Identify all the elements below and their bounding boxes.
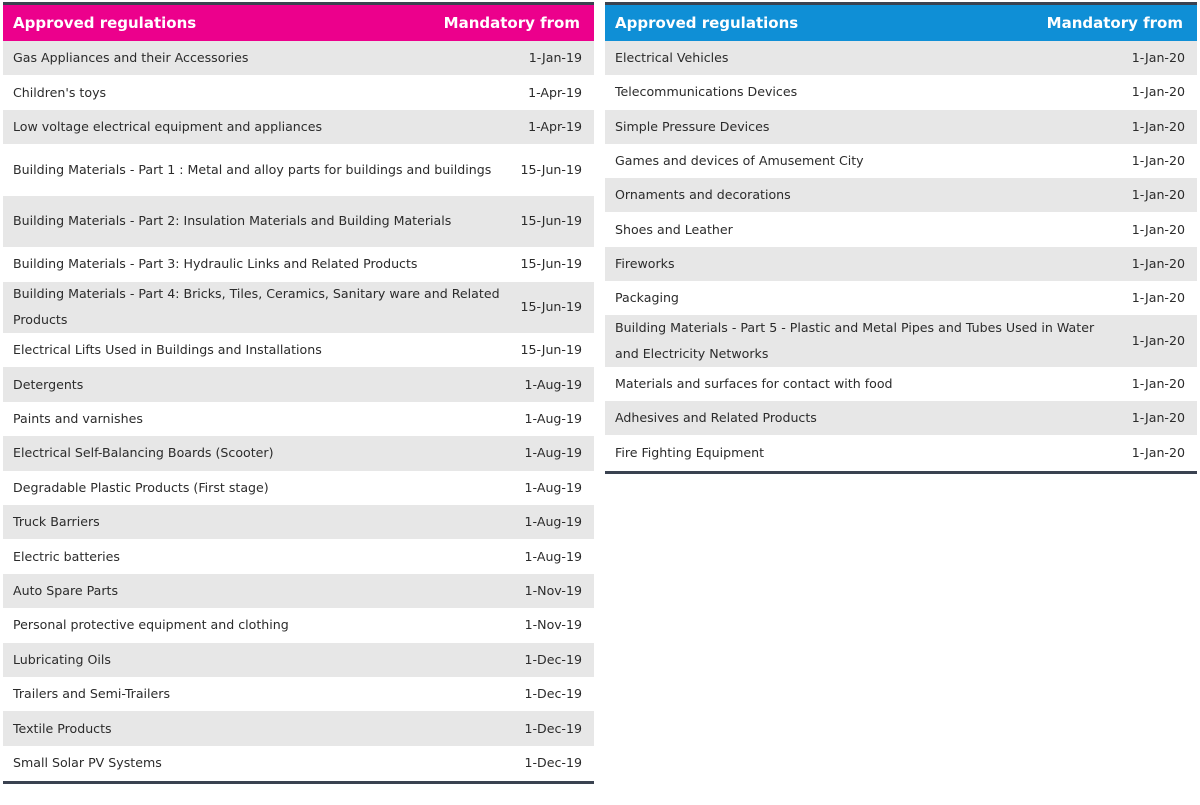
table-row xyxy=(3,41,594,75)
table-row xyxy=(3,505,594,539)
mandatory-date: 1-Jan-20 xyxy=(1131,153,1185,169)
mandatory-date: 1-Aug-19 xyxy=(524,376,582,392)
mandatory-date: 1-Jan-20 xyxy=(1131,445,1185,461)
table-row xyxy=(605,367,1197,401)
mandatory-date: 1-Jan-20 xyxy=(1131,84,1185,100)
regulation-name: Electrical Lifts Used in Buildings and Installations xyxy=(13,342,322,358)
mandatory-date: 1-Aug-19 xyxy=(524,411,582,427)
mandatory-date: 15-Jun-19 xyxy=(520,299,582,315)
table-header xyxy=(3,5,594,41)
table-row xyxy=(3,574,594,608)
table-row xyxy=(605,41,1197,75)
regulation-name: Packaging xyxy=(615,290,679,306)
regulation-name: Fireworks xyxy=(615,255,675,271)
table-row xyxy=(605,401,1197,435)
table-row xyxy=(605,435,1197,471)
table-row xyxy=(3,608,594,642)
table-row xyxy=(3,75,594,109)
mandatory-date: 1-Jan-20 xyxy=(1131,255,1185,271)
regulation-name: Simple Pressure Devices xyxy=(615,118,770,134)
regulation-name: Building Materials - Part 5 - Plastic and Metal Pipes and Tubes Used in Water and Electricity Networks xyxy=(615,320,1095,362)
table-row xyxy=(3,367,594,401)
regulation-name: Materials and surfaces for contact with food xyxy=(615,376,893,392)
regulation-name: Games and devices of Amusement City xyxy=(615,153,864,169)
mandatory-date: 1-Jan-20 xyxy=(1131,410,1185,426)
table-row xyxy=(3,711,594,745)
mandatory-date: 1-Aug-19 xyxy=(524,445,582,461)
table-row xyxy=(605,212,1197,246)
table-row xyxy=(3,110,594,144)
mandatory-date: 1-Aug-19 xyxy=(524,548,582,564)
mandatory-date: 1-Dec-19 xyxy=(524,720,582,736)
regulation-name: Textile Products xyxy=(13,720,112,736)
regulation-name: Electric batteries xyxy=(13,548,120,564)
table-header xyxy=(605,5,1197,41)
table-row xyxy=(605,75,1197,109)
mandatory-date: 1-Jan-20 xyxy=(1131,333,1185,349)
regulation-name: Personal protective equipment and clothing xyxy=(13,617,289,633)
mandatory-date: 1-Jan-20 xyxy=(1131,187,1185,203)
regulation-name: Trailers and Semi-Trailers xyxy=(13,686,171,702)
table-row xyxy=(3,402,594,436)
table-row xyxy=(3,471,594,505)
regulation-name: Electrical Vehicles xyxy=(615,50,729,66)
regulation-name: Auto Spare Parts xyxy=(13,582,119,598)
mandatory-date: 1-Aug-19 xyxy=(524,514,582,530)
header-title: Approved regulations xyxy=(13,14,197,32)
regulation-name: Telecommunications Devices xyxy=(615,84,798,100)
mandatory-date: 15-Jun-19 xyxy=(520,213,582,229)
mandatory-date: 1-Jan-20 xyxy=(1131,376,1185,392)
regulation-name: Low voltage electrical equipment and appliances xyxy=(13,118,323,134)
regulation-name: Paints and varnishes xyxy=(13,411,143,427)
regulation-name: Building Materials - Part 4: Bricks, Tiles, Ceramics, Sanitary ware and Related Products xyxy=(13,286,500,328)
table-row xyxy=(3,196,594,248)
regulation-name: Degradable Plastic Products (First stage) xyxy=(13,479,269,495)
mandatory-date: 1-Apr-19 xyxy=(528,118,582,134)
mandatory-date: 1-Jan-20 xyxy=(1131,118,1185,134)
regulation-name: Adhesives and Related Products xyxy=(615,410,817,426)
table-row xyxy=(605,178,1197,212)
mandatory-date: 1-Dec-19 xyxy=(524,651,582,667)
table-row xyxy=(3,746,594,781)
header-date: Mandatory from xyxy=(1046,14,1183,32)
mandatory-date: 15-Jun-19 xyxy=(520,256,582,272)
mandatory-date: 1-Nov-19 xyxy=(524,617,582,633)
regulation-name: Fire Fighting Equipment xyxy=(615,445,765,461)
table-body xyxy=(3,41,594,781)
mandatory-date: 1-Aug-19 xyxy=(524,479,582,495)
table-row xyxy=(605,144,1197,178)
header-date: Mandatory from xyxy=(443,14,580,32)
regulations-table-2020 xyxy=(605,2,1197,474)
mandatory-date: 1-Nov-19 xyxy=(524,582,582,598)
table-row xyxy=(605,281,1197,315)
regulation-name: Building Materials - Part 3: Hydraulic Links and Related Products xyxy=(13,256,418,272)
header-title: Approved regulations xyxy=(615,14,799,32)
table-row xyxy=(605,247,1197,281)
regulation-name: Detergents xyxy=(13,376,84,392)
regulation-name: Gas Appliances and their Accessories xyxy=(13,50,249,66)
regulation-name: Lubricating Oils xyxy=(13,651,111,667)
mandatory-date: 1-Jan-20 xyxy=(1131,290,1185,306)
regulation-name: Building Materials - Part 1 : Metal and alloy parts for buildings and buildings xyxy=(13,161,492,177)
regulation-name: Shoes and Leather xyxy=(615,221,733,237)
table-row xyxy=(605,315,1197,367)
regulations-table-2019 xyxy=(3,2,594,784)
table-row xyxy=(3,144,594,196)
table-row xyxy=(3,282,594,334)
regulation-name: Truck Barriers xyxy=(13,514,100,530)
table-row xyxy=(3,333,594,367)
table-row xyxy=(3,436,594,470)
table-row xyxy=(605,110,1197,144)
table-row xyxy=(3,643,594,677)
mandatory-date: 1-Dec-19 xyxy=(524,755,582,771)
mandatory-date: 15-Jun-19 xyxy=(520,161,582,177)
table-row xyxy=(3,539,594,573)
regulation-name: Building Materials - Part 2: Insulation Materials and Building Materials xyxy=(13,213,452,229)
regulation-name: Electrical Self-Balancing Boards (Scooter) xyxy=(13,445,274,461)
mandatory-date: 1-Jan-19 xyxy=(528,50,582,66)
table-row xyxy=(3,677,594,711)
regulation-name: Ornaments and decorations xyxy=(615,187,791,203)
mandatory-date: 15-Jun-19 xyxy=(520,342,582,358)
mandatory-date: 1-Jan-20 xyxy=(1131,221,1185,237)
table-body xyxy=(605,41,1197,471)
mandatory-date: 1-Dec-19 xyxy=(524,686,582,702)
regulation-name: Children's toys xyxy=(13,84,107,100)
mandatory-date: 1-Apr-19 xyxy=(528,84,582,100)
regulation-name: Small Solar PV Systems xyxy=(13,755,162,771)
table-row xyxy=(3,247,594,281)
mandatory-date: 1-Jan-20 xyxy=(1131,50,1185,66)
